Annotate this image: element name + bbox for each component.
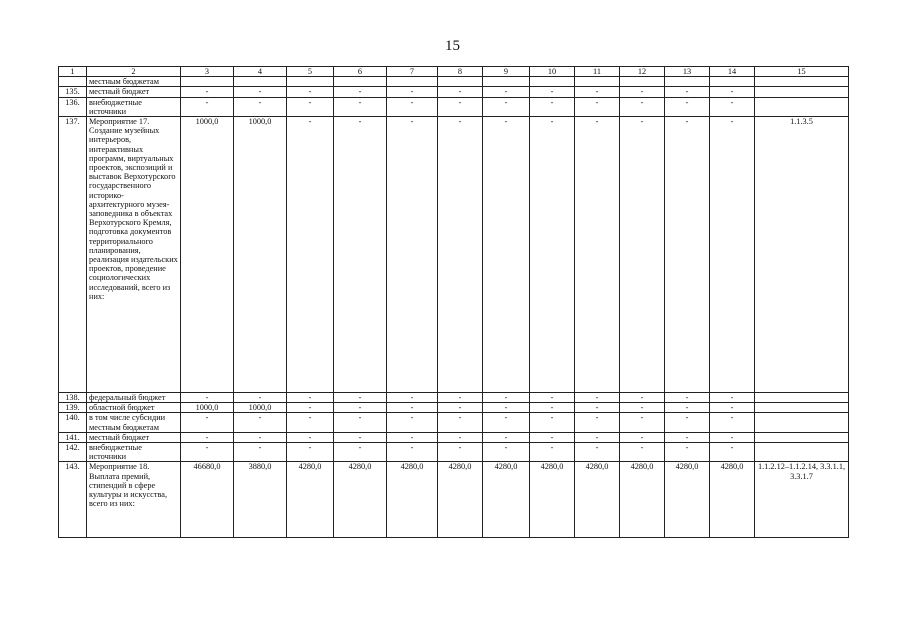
value-cell: - <box>620 403 665 413</box>
value-cell <box>710 77 755 87</box>
value-cell: - <box>620 432 665 442</box>
value-cell: - <box>665 87 710 97</box>
row-number: 137. <box>59 117 87 393</box>
value-cell: - <box>665 117 710 393</box>
target-indicator: 1.1.2.12–1.1.2.14, 3.3.1.1, 3.3.1.7 <box>755 462 849 538</box>
value-cell: - <box>234 393 287 403</box>
value-cell: - <box>483 393 530 403</box>
row-name: Мероприятие 17. Создание музейных интерьеров, интерактивных программ, виртуальных проектов, экспозиций и выставок Верхотурского государственного историко-архитектурного музея-заповедника в объектах Верхотурского Кремля, подготовка документов территориального планирования, реализация издательских проектов, проведение социологических исследований, всего из них: <box>87 117 181 393</box>
value-cell: - <box>287 443 334 462</box>
value-cell: - <box>438 403 483 413</box>
value-cell: - <box>334 87 387 97</box>
value-cell: - <box>287 413 334 432</box>
value-cell: - <box>287 393 334 403</box>
value-cell: - <box>438 117 483 393</box>
row-name: местный бюджет <box>87 432 181 442</box>
value-cell: 4280,0 <box>387 462 438 538</box>
value-cell: - <box>181 393 234 403</box>
value-cell: - <box>483 97 530 116</box>
column-header: 8 <box>438 67 483 77</box>
column-header: 11 <box>575 67 620 77</box>
value-cell: - <box>575 413 620 432</box>
value-cell: - <box>438 413 483 432</box>
value-cell: - <box>287 403 334 413</box>
value-cell: - <box>665 432 710 442</box>
value-cell: 1000,0 <box>234 403 287 413</box>
value-cell: - <box>334 413 387 432</box>
column-header: 13 <box>665 67 710 77</box>
column-header: 6 <box>334 67 387 77</box>
value-cell: - <box>620 413 665 432</box>
value-cell: 4280,0 <box>334 462 387 538</box>
column-header: 5 <box>287 67 334 77</box>
value-cell: - <box>620 443 665 462</box>
value-cell: - <box>710 393 755 403</box>
target-indicator <box>755 97 849 116</box>
row-number: 135. <box>59 87 87 97</box>
value-cell: - <box>710 432 755 442</box>
target-indicator <box>755 413 849 432</box>
value-cell: - <box>530 413 575 432</box>
value-cell: - <box>334 97 387 116</box>
row-number: 136. <box>59 97 87 116</box>
value-cell: 4280,0 <box>710 462 755 538</box>
row-number: 140. <box>59 413 87 432</box>
row-number: 139. <box>59 403 87 413</box>
value-cell: - <box>287 87 334 97</box>
column-header: 3 <box>181 67 234 77</box>
target-indicator <box>755 432 849 442</box>
value-cell: 4280,0 <box>575 462 620 538</box>
value-cell: 4280,0 <box>438 462 483 538</box>
value-cell: - <box>334 403 387 413</box>
value-cell: - <box>530 97 575 116</box>
value-cell: - <box>575 117 620 393</box>
row-name: Мероприятие 18. Выплата премий, стипендий в сфере культуры и искусства, всего из них: <box>87 462 181 538</box>
column-header: 14 <box>710 67 755 77</box>
value-cell: - <box>710 413 755 432</box>
value-cell: - <box>530 403 575 413</box>
table-row <box>59 462 849 538</box>
page-number: 15 <box>445 38 460 54</box>
target-indicator <box>755 77 849 87</box>
value-cell: - <box>483 117 530 393</box>
value-cell: - <box>387 403 438 413</box>
column-header: 2 <box>87 67 181 77</box>
column-header: 1 <box>59 67 87 77</box>
row-name: местный бюджет <box>87 87 181 97</box>
value-cell: - <box>483 87 530 97</box>
value-cell: - <box>387 393 438 403</box>
value-cell: - <box>483 403 530 413</box>
value-cell: - <box>387 117 438 393</box>
value-cell: - <box>287 432 334 442</box>
value-cell: - <box>620 87 665 97</box>
value-cell: - <box>530 393 575 403</box>
value-cell: 46680,0 <box>181 462 234 538</box>
row-name: местным бюджетам <box>87 77 181 87</box>
value-cell: - <box>181 443 234 462</box>
table-row <box>59 393 849 403</box>
table-row <box>59 413 849 432</box>
target-indicator: 1.1.3.5 <box>755 117 849 393</box>
value-cell: 4280,0 <box>620 462 665 538</box>
column-header: 15 <box>755 67 849 77</box>
row-name: областной бюджет <box>87 403 181 413</box>
value-cell <box>575 77 620 87</box>
value-cell: - <box>665 443 710 462</box>
value-cell <box>665 77 710 87</box>
value-cell <box>334 77 387 87</box>
value-cell: - <box>710 117 755 393</box>
value-cell <box>234 77 287 87</box>
value-cell: - <box>575 403 620 413</box>
target-indicator <box>755 393 849 403</box>
value-cell: - <box>530 87 575 97</box>
column-header: 10 <box>530 67 575 77</box>
value-cell: 4280,0 <box>530 462 575 538</box>
value-cell: - <box>575 432 620 442</box>
value-cell: - <box>181 432 234 442</box>
table-row <box>59 77 849 87</box>
value-cell: - <box>234 432 287 442</box>
row-number: 141. <box>59 432 87 442</box>
value-cell: - <box>234 443 287 462</box>
value-cell: - <box>234 87 287 97</box>
value-cell: - <box>575 393 620 403</box>
value-cell: - <box>483 432 530 442</box>
value-cell: - <box>334 432 387 442</box>
table-row <box>59 87 849 97</box>
value-cell: 1000,0 <box>181 117 234 393</box>
header-row <box>59 67 849 77</box>
value-cell: - <box>234 97 287 116</box>
value-cell: - <box>665 413 710 432</box>
value-cell: - <box>234 413 287 432</box>
column-header: 9 <box>483 67 530 77</box>
value-cell: - <box>334 443 387 462</box>
row-name: в том числе субсидии местным бюджетам <box>87 413 181 432</box>
value-cell: - <box>620 117 665 393</box>
value-cell: - <box>710 87 755 97</box>
value-cell <box>438 77 483 87</box>
value-cell <box>387 77 438 87</box>
value-cell: 1000,0 <box>181 403 234 413</box>
value-cell: 3880,0 <box>234 462 287 538</box>
value-cell <box>483 77 530 87</box>
value-cell: - <box>620 97 665 116</box>
value-cell: - <box>438 443 483 462</box>
value-cell: - <box>530 432 575 442</box>
value-cell: - <box>575 443 620 462</box>
value-cell: - <box>665 403 710 413</box>
value-cell: - <box>710 403 755 413</box>
table-row <box>59 432 849 442</box>
value-cell: - <box>387 443 438 462</box>
value-cell <box>181 77 234 87</box>
row-number: 138. <box>59 393 87 403</box>
value-cell: - <box>710 443 755 462</box>
value-cell: - <box>575 97 620 116</box>
value-cell: 4280,0 <box>287 462 334 538</box>
value-cell: - <box>530 117 575 393</box>
target-indicator <box>755 87 849 97</box>
value-cell: - <box>665 97 710 116</box>
value-cell: - <box>181 87 234 97</box>
value-cell: - <box>181 97 234 116</box>
target-indicator <box>755 443 849 462</box>
row-name: внебюджетные источники <box>87 443 181 462</box>
value-cell: - <box>334 393 387 403</box>
column-header: 12 <box>620 67 665 77</box>
row-name: федеральный бюджет <box>87 393 181 403</box>
column-header: 7 <box>387 67 438 77</box>
row-number: 142. <box>59 443 87 462</box>
table-row <box>59 97 849 116</box>
value-cell: - <box>438 393 483 403</box>
row-name: внебюджетные источники <box>87 97 181 116</box>
value-cell: - <box>620 393 665 403</box>
value-cell: 4280,0 <box>483 462 530 538</box>
table-row <box>59 403 849 413</box>
program-table <box>58 66 849 538</box>
value-cell: - <box>387 87 438 97</box>
value-cell <box>530 77 575 87</box>
value-cell: - <box>483 443 530 462</box>
value-cell: - <box>710 97 755 116</box>
value-cell: - <box>387 97 438 116</box>
value-cell: - <box>334 117 387 393</box>
target-indicator <box>755 403 849 413</box>
value-cell: - <box>483 413 530 432</box>
value-cell: 4280,0 <box>665 462 710 538</box>
value-cell: - <box>438 87 483 97</box>
row-number: 143. <box>59 462 87 538</box>
value-cell: - <box>387 432 438 442</box>
value-cell: 1000,0 <box>234 117 287 393</box>
table-row <box>59 443 849 462</box>
value-cell: - <box>387 413 438 432</box>
value-cell: - <box>665 393 710 403</box>
value-cell: - <box>287 97 334 116</box>
value-cell: - <box>438 97 483 116</box>
column-header: 4 <box>234 67 287 77</box>
table-row <box>59 117 849 393</box>
row-number <box>59 77 87 87</box>
value-cell: - <box>438 432 483 442</box>
value-cell: - <box>181 413 234 432</box>
value-cell: - <box>530 443 575 462</box>
value-cell <box>620 77 665 87</box>
value-cell: - <box>287 117 334 393</box>
value-cell: - <box>575 87 620 97</box>
value-cell <box>287 77 334 87</box>
